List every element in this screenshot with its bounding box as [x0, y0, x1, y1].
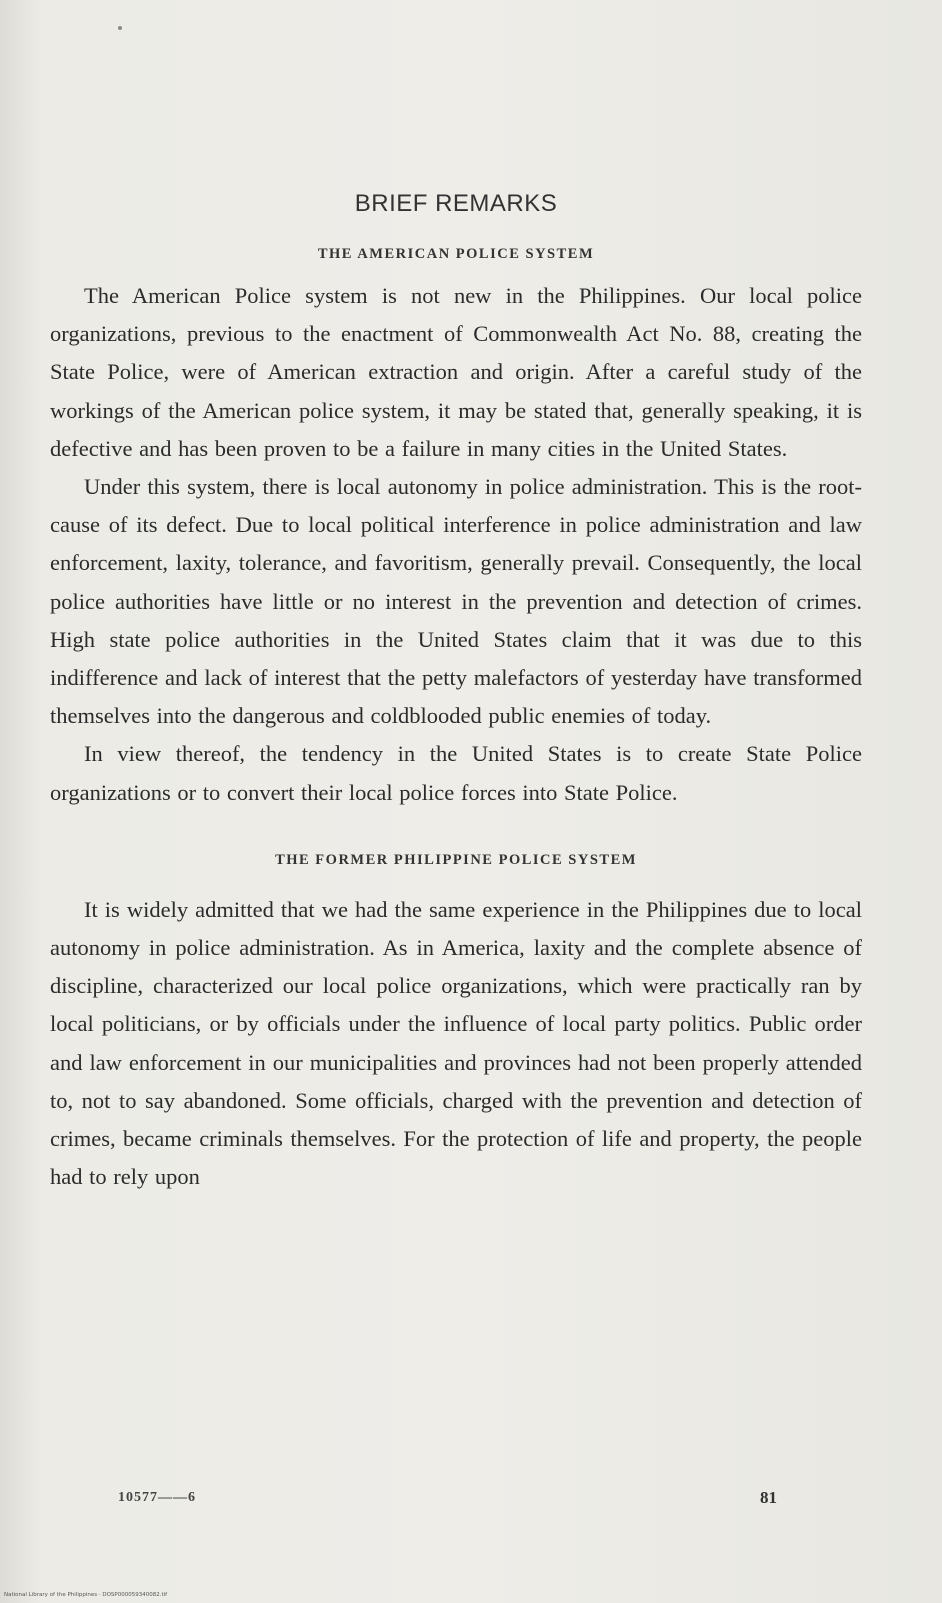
paragraph: It is widely admitted that we had the same experience in the Philippines due to local autonomy in police administration. As in America, laxity and the complete absence of discipline, characterized our local police organizations, which were practically ran by local politicians, or by officials under the influence of local party politics. Public order and law enforcement in our municipalities and provinces had not been properly attended to, not to say abandoned. Some officials, charged with the prevention and detection of crimes, became criminals themselves. For the protection of life and property, the people had to rely upon	[50, 896, 862, 1190]
section-title-philippine: THE FORMER PHILIPPINE POLICE SYSTEM	[275, 851, 637, 868]
paragraph: Under this system, there is local autonomy in police administration. This is the root-cause of its defect. Due to local political interference in police administration and law enforcement, laxity, tolerance, and favoritism, generally prevail. Consequently, the local police authorities have little or no interest in the prevention and detection of crimes. High state police authorities in the United States claim that it was due to this indifference and lack of interest that the petty malefactors of yesterday have transformed themselves into the dangerous and coldblooded public enemies of today.	[50, 474, 862, 729]
page-number: 81	[760, 1488, 777, 1507]
speck-mark	[118, 26, 122, 30]
paragraph: In view thereof, the tendency in the United States is to create State Police organizations or to convert their local police forces into State Police.	[50, 741, 862, 805]
page-content	[50, 190, 862, 1196]
library-credit: National Library of the Philippines · DOSP000059340082.tif	[4, 1592, 168, 1598]
section-title-american: THE AMERICAN POLICE SYSTEM	[317, 246, 595, 262]
paragraph: The American Police system is not new in the Philippines. Our local police organizations, previous to the enactment of Commonwealth Act No. 88, creating the State Police, were of American extraction and origin. After a careful study of the workings of the American police system, it may be stated that, generally speaking, it is defective and has been proven to be a failure in many cities in the United States.	[50, 283, 862, 461]
printer-signature: 10577——6	[118, 1490, 196, 1505]
page-heading: BRIEF REMARKS	[354, 190, 558, 217]
